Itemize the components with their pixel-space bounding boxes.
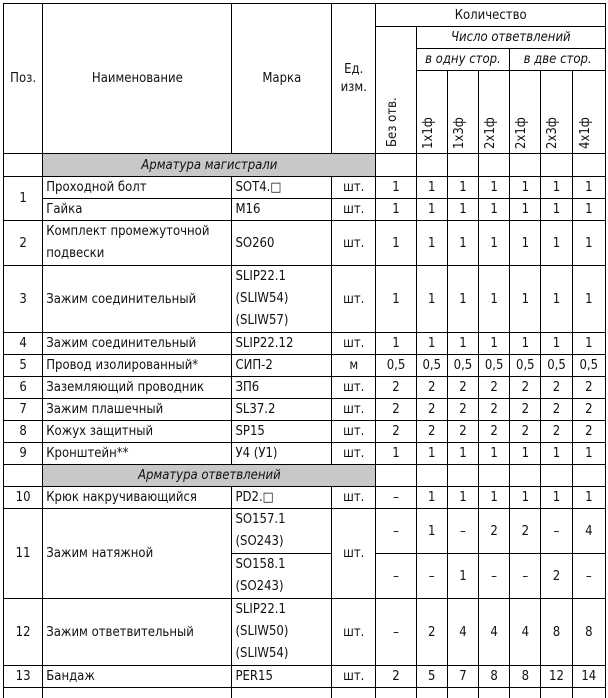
header-col-2: 1x3ф: [447, 71, 478, 154]
table-row: [4, 509, 606, 554]
header-one-side: в одну стор.: [416, 49, 510, 71]
row-name: Провод изолированный*: [43, 355, 232, 377]
row-mark: SLIP22.1 (SLIW50) (SLIW54): [232, 599, 332, 666]
row-value: 1: [376, 221, 416, 266]
row-name: Зажим плашечный: [43, 399, 232, 421]
row-name: Зажим ответвительный: [43, 599, 232, 666]
header-name: Наименование: [43, 4, 232, 154]
row-name: Гайка: [43, 199, 232, 221]
row-name: Зажим натяжной: [43, 509, 232, 599]
row-value: 8: [479, 666, 510, 688]
row-value: 2: [541, 421, 572, 443]
section-main: Арматура магистрали: [43, 154, 376, 177]
specification-table: [3, 3, 606, 698]
row-value: 2: [510, 509, 541, 554]
header-no-branch: Без отв.: [376, 27, 416, 154]
row-value: 1: [572, 443, 605, 465]
row-value: 1: [479, 333, 510, 355]
row-value: 2: [376, 421, 416, 443]
row-value: 1: [447, 333, 478, 355]
header-col-4: 2x1ф: [510, 71, 541, 154]
row-name: Проходной болт: [43, 177, 232, 199]
row-value: 2: [479, 377, 510, 399]
row-pos: 9: [4, 443, 43, 465]
row-pos: 13: [4, 666, 43, 688]
row-name: Зажим соединительный: [43, 333, 232, 355]
row-value: 1: [479, 221, 510, 266]
row-value: –: [376, 554, 416, 599]
row-mark: M16: [232, 199, 332, 221]
table-row: [4, 377, 606, 399]
row-value: 8: [572, 599, 605, 666]
row-mark: СИП-2: [232, 355, 332, 377]
header-col-5: 2x3ф: [541, 71, 572, 154]
row-pos: 1: [4, 177, 43, 221]
header-two-side: в две стор.: [510, 49, 606, 71]
header-col-3: 2x1ф: [479, 71, 510, 154]
row-value: 0,5: [510, 355, 541, 377]
row-mark: SOT4.□: [232, 177, 332, 199]
header-pos: Поз.: [4, 4, 43, 154]
row-value: 1: [572, 221, 605, 266]
table-row: [4, 355, 606, 377]
row-value: 1: [376, 266, 416, 333]
row-value: 1: [416, 266, 447, 333]
row-value: 4: [510, 599, 541, 666]
row-value: –: [447, 509, 478, 554]
row-unit: шт.: [332, 377, 376, 399]
row-value: 1: [416, 177, 447, 199]
row-value: 2: [376, 666, 416, 688]
row-value: 1: [447, 199, 478, 221]
row-value: 1: [541, 266, 572, 333]
row-mark: ЗП6: [232, 377, 332, 399]
row-value: 1: [541, 199, 572, 221]
row-value: –: [541, 509, 572, 554]
row-value: 1: [447, 443, 478, 465]
row-value: 2: [376, 377, 416, 399]
row-value: 1: [416, 487, 447, 509]
row-value: –: [376, 599, 416, 666]
row-value: 0,5: [541, 355, 572, 377]
table-row: [4, 177, 606, 199]
row-mark: PD2.□: [232, 487, 332, 509]
row-value: 1: [416, 199, 447, 221]
table-tail: [4, 688, 606, 698]
row-unit: шт.: [332, 487, 376, 509]
row-value: 2: [447, 399, 478, 421]
row-unit: шт.: [332, 221, 376, 266]
section-branch: Арматура ответвлений: [43, 465, 376, 487]
row-mark: SO158.1 (SO243): [232, 554, 332, 599]
row-mark: SLIP22.12: [232, 333, 332, 355]
row-name: Кронштейн**: [43, 443, 232, 465]
row-mark: SP15: [232, 421, 332, 443]
row-value: 4: [447, 599, 478, 666]
row-value: 1: [510, 199, 541, 221]
row-unit: шт.: [332, 509, 376, 599]
row-value: 1: [572, 266, 605, 333]
row-pos: 11: [4, 509, 43, 599]
table-row: [4, 487, 606, 509]
row-value: 1: [510, 266, 541, 333]
row-unit: шт.: [332, 177, 376, 199]
row-value: 8: [541, 599, 572, 666]
row-value: 2: [376, 399, 416, 421]
row-pos: 6: [4, 377, 43, 399]
row-unit: шт.: [332, 399, 376, 421]
row-unit: шт.: [332, 599, 376, 666]
row-value: 1: [479, 266, 510, 333]
row-value: 1: [510, 487, 541, 509]
row-value: 7: [447, 666, 478, 688]
row-mark: PER15: [232, 666, 332, 688]
row-pos: 3: [4, 266, 43, 333]
row-value: 0,5: [572, 355, 605, 377]
row-value: –: [479, 554, 510, 599]
row-value: 1: [541, 333, 572, 355]
row-pos: 5: [4, 355, 43, 377]
row-value: 4: [479, 599, 510, 666]
row-value: 1: [376, 443, 416, 465]
table-row: [4, 443, 606, 465]
row-value: 14: [572, 666, 605, 688]
row-value: 1: [510, 333, 541, 355]
row-pos: 4: [4, 333, 43, 355]
row-value: 1: [479, 487, 510, 509]
row-value: 1: [541, 177, 572, 199]
row-value: –: [416, 554, 447, 599]
row-mark: SL37.2: [232, 399, 332, 421]
row-name: Зажим соединительный: [43, 266, 232, 333]
row-value: 1: [510, 443, 541, 465]
row-pos: 7: [4, 399, 43, 421]
row-value: –: [510, 554, 541, 599]
row-value: 0,5: [447, 355, 478, 377]
section-row: [4, 154, 606, 177]
row-value: 1: [479, 443, 510, 465]
row-value: 2: [541, 399, 572, 421]
row-pos: 12: [4, 599, 43, 666]
row-value: 1: [479, 199, 510, 221]
header-col-1: 1x1ф: [416, 71, 447, 154]
row-value: 1: [376, 333, 416, 355]
row-value: 1: [572, 487, 605, 509]
row-unit: шт.: [332, 266, 376, 333]
table-row: [4, 399, 606, 421]
row-value: 1: [510, 177, 541, 199]
row-value: 5: [416, 666, 447, 688]
section-row: [4, 465, 606, 487]
row-unit: шт.: [332, 666, 376, 688]
row-value: 0,5: [416, 355, 447, 377]
row-value: 2: [479, 421, 510, 443]
header-unit: Ед. изм.: [332, 4, 376, 154]
header-quantity: Количество: [376, 4, 606, 27]
row-unit: шт.: [332, 443, 376, 465]
row-value: 0,5: [479, 355, 510, 377]
row-value: 1: [572, 177, 605, 199]
row-value: 8: [510, 666, 541, 688]
row-value: –: [572, 554, 605, 599]
row-value: 2: [572, 377, 605, 399]
row-value: 2: [479, 509, 510, 554]
row-value: 1: [447, 266, 478, 333]
row-value: 1: [447, 221, 478, 266]
row-name: Заземляющий проводник: [43, 377, 232, 399]
row-value: 1: [541, 487, 572, 509]
row-mark: У4 (У1): [232, 443, 332, 465]
row-value: 2: [572, 421, 605, 443]
table-row: [4, 266, 606, 333]
table-row: [4, 199, 606, 221]
row-unit: м: [332, 355, 376, 377]
row-value: 12: [541, 666, 572, 688]
row-value: 1: [541, 443, 572, 465]
table-row: [4, 666, 606, 688]
header-branch-count: Число ответвлений: [416, 27, 605, 49]
row-value: 1: [416, 443, 447, 465]
row-value: 2: [447, 421, 478, 443]
row-pos: 10: [4, 487, 43, 509]
row-value: –: [376, 487, 416, 509]
row-value: 2: [416, 421, 447, 443]
row-value: 2: [541, 554, 572, 599]
row-value: 2: [447, 377, 478, 399]
row-value: 2: [416, 399, 447, 421]
row-value: 4: [572, 509, 605, 554]
row-value: 1: [479, 177, 510, 199]
row-value: –: [376, 509, 416, 554]
table-row: [4, 333, 606, 355]
row-value: 2: [572, 399, 605, 421]
row-value: 1: [376, 177, 416, 199]
row-name: Кожух защитный: [43, 421, 232, 443]
row-value: 1: [447, 177, 478, 199]
row-value: 1: [510, 221, 541, 266]
row-value: 2: [541, 377, 572, 399]
row-value: 2: [510, 399, 541, 421]
row-mark: SO260: [232, 221, 332, 266]
row-value: 1: [416, 221, 447, 266]
row-value: 1: [416, 509, 447, 554]
row-unit: шт.: [332, 199, 376, 221]
row-value: 2: [416, 377, 447, 399]
row-value: 1: [447, 554, 478, 599]
row-value: 2: [416, 599, 447, 666]
row-value: 1: [572, 333, 605, 355]
row-mark: SLIP22.1 (SLIW54) (SLIW57): [232, 266, 332, 333]
row-mark: SO157.1 (SO243): [232, 509, 332, 554]
table-row: [4, 421, 606, 443]
row-value: 0,5: [376, 355, 416, 377]
row-name: Комплект промежуточной подвески: [43, 221, 232, 266]
row-value: 1: [541, 221, 572, 266]
row-value: 1: [447, 487, 478, 509]
table-row: [4, 599, 606, 666]
table-row: [4, 221, 606, 266]
row-pos: 8: [4, 421, 43, 443]
header-col-6: 4x1ф: [572, 71, 605, 154]
row-pos: 2: [4, 221, 43, 266]
row-value: 2: [510, 421, 541, 443]
row-value: 2: [479, 399, 510, 421]
row-unit: шт.: [332, 333, 376, 355]
row-value: 1: [416, 333, 447, 355]
row-name: Крюк накручивающийся: [43, 487, 232, 509]
row-value: 2: [510, 377, 541, 399]
row-value: 1: [572, 199, 605, 221]
header-mark: Марка: [232, 4, 332, 154]
row-name: Бандаж: [43, 666, 232, 688]
row-value: 1: [376, 199, 416, 221]
row-unit: шт.: [332, 421, 376, 443]
